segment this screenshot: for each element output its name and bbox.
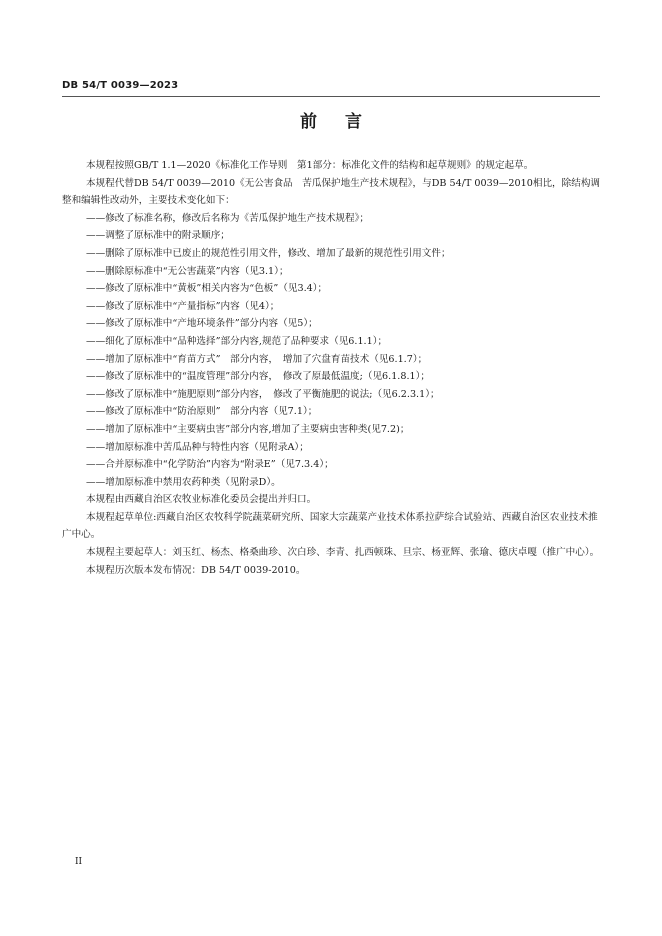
change-item: ——调整了原标准中的附录顺序； — [86, 230, 230, 242]
paragraph-drafting-rule: 本规程按照GB/T 1.1—2020《标准化工作导则 第1部分：标准化文件的结构和起草规则》的规定起草。 — [86, 160, 534, 171]
header-rule — [62, 96, 600, 97]
change-item: ——增加原标准中禁用农药种类（见附录D）。 — [86, 476, 281, 488]
change-item: ——删除了原标准中已废止的规范性引用文件，修改、增加了最新的规范性引用文件； — [86, 247, 451, 259]
page-number: II — [75, 857, 83, 867]
foreword-body — [62, 157, 602, 579]
change-item: ——修改了原标准中“施肥原则”部分内容， 修改了平衡施肥的说法;（见6.2.3.1）； — [86, 388, 440, 400]
paragraph-proposer: 本规程由西藏自治区农牧业标准化委员会提出并归口。 — [86, 494, 317, 506]
change-item: ——增加了原标准中“育苗方式” 部分内容， 增加了穴盘育苗技术（见6.1.7）； — [86, 353, 428, 365]
paragraph-drafting-units: 本规程起草单位:西藏自治区农牧科学院蔬菜研究所、国家大宗蔬菜产业技术体系拉萨综合试验站、西藏自治区农业技术推广中心。 — [62, 511, 598, 541]
change-item: ——修改了原标准中“防治原则” 部分内容（见7.1）； — [86, 406, 318, 418]
change-item: ——增加了原标准中“主要病虫害”部分内容,增加了主要病虫害种类(见7.2)； — [86, 423, 410, 435]
change-item: ——修改了原标准中“产地环境条件”部分内容（见5）； — [86, 318, 318, 330]
document-code: DB 54/T 0039—2023 — [62, 80, 179, 91]
change-item: ——增加原标准中苦瓜品种与特性内容（见附录A）； — [86, 441, 309, 453]
change-item: ——细化了原标准中“品种选择”部分内容,规范了品种要求（见6.1.1）； — [86, 335, 388, 347]
change-list — [62, 210, 602, 492]
change-item: ——合并原标准中“化学防治”内容为“附录E”（见7.3.4）； — [86, 459, 334, 471]
change-item: ——修改了原标准中的“温度管理”部分内容， 修改了原最低温度;（见6.1.8.1）； — [86, 371, 431, 383]
change-item: ——修改了原标准中“产量指标”内容（见4）； — [86, 300, 280, 312]
page-title: 前言 — [300, 112, 390, 132]
change-item: ——删除原标准中“无公害蔬菜”内容（见3.1）； — [86, 265, 289, 277]
change-item: ——修改了标准名称，修改后名称为《苦瓜保护地生产技术规程》； — [86, 212, 370, 224]
paragraph-drafters: 本规程主要起草人：刘玉红、杨杰、格桑曲珍、次白珍、李青、扎西顿珠、旦宗、杨亚辉、张瑜、德庆卓嘎（推广中心）。 — [86, 547, 600, 559]
change-item: ——修改了原标准中“黄板”相关内容为“色板”（见3.4）； — [86, 283, 328, 295]
paragraph-history: 本规程历次版本发布情况：DB 54/T 0039-2010。 — [86, 564, 306, 576]
paragraph-replacement: 本规程代替DB 54/T 0039—2010《无公害食品 苦瓜保护地生产技术规程》，与DB 54/T 0039—2010相比，除结构调整和编辑性改动外，主要技术变化如下： — [62, 177, 601, 207]
